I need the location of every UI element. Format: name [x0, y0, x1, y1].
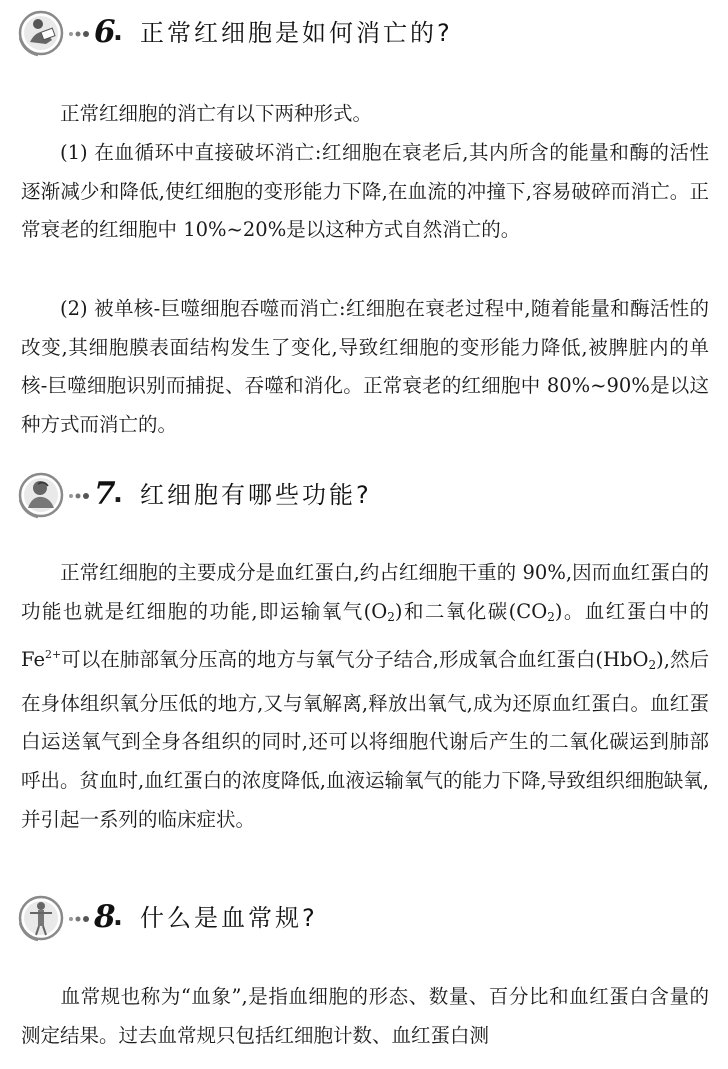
section-title: 红细胞有哪些功能? [140, 481, 372, 509]
section-6-paragraph-2: (1) 在血循环中直接破坏消亡:红细胞在衰老后,其内所含的能量和酶的活性逐渐减少和降低,使红细胞的变形能力下降,在血流的冲撞下,容易破碎而消亡。正常衰老的红细胞中 10%~20%是以这种方式自然消亡的。 [21, 141, 709, 242]
heading-dots-decoration [68, 491, 90, 501]
section-number-dot: . [113, 902, 123, 932]
section-number-dot: . [113, 479, 123, 509]
section-6-heading [16, 8, 716, 56]
heading-dots-decoration [68, 29, 90, 39]
section-8-heading [16, 893, 716, 941]
heading-dots-decoration [68, 914, 90, 924]
section-number: 8 [94, 899, 116, 935]
section-6-paragraph-1: 正常红细胞的消亡有以下两种形式。 [60, 102, 373, 125]
section-6-paragraph-3: (2) 被单核-巨噬细胞吞噬而消亡:红细胞在衰老过程中,随着能量和酶活性的改变,其细胞膜表面结构发生了变化,导致红细胞的变形能力降低,被脾脏内的单核-巨噬细胞识别而捕捉、吞噬和消化。正常衰老的红细胞中 80%~90%是以这种方式而消亡的。 [21, 297, 709, 436]
section-7-heading [16, 470, 716, 518]
section-title: 什么是血常规? [140, 904, 318, 932]
section-8-paragraph-1: 血常规也称为“血象”,是指血细胞的形态、数量、百分比和血红蛋白含量的测定结果。过去血常规只包括红细胞计数、血红蛋白测 [21, 985, 709, 1047]
section-title: 正常红细胞是如何消亡的? [140, 19, 453, 47]
section-number-dot: . [113, 17, 123, 47]
statue-figure-icon [16, 893, 66, 943]
person-reading-icon [16, 8, 66, 58]
section-7-paragraph-1: 正常红细胞的主要成分是血红蛋白,约占红细胞干重的 90%,因而血红蛋白的功能也就是红细胞的功能,即运输氧气$(O_2)$和二氧化碳$(CO_2)$。血红蛋白中的 $Fe^{2+}$可以在肺部氧分压高的地方与氧气分子结合,形成氧合血红蛋白(HbO$_2$),然后在身体组织氧分压低的地方,又与氧解离,释放出氧气,成为还原血红蛋白。血红蛋白运送氧气到全身各组织的同时,还可以将细胞代谢后产生的二氧化碳运到肺部呼出。贫血时,血红蛋白的浓度降低,血液运输氧气的能力下降,导致组织细胞缺氧,并引起一系列的临床症状。 [21, 561, 710, 831]
section-number: 6 [94, 14, 116, 50]
section-number: 7 [94, 476, 116, 512]
person-thinking-icon [16, 470, 66, 520]
